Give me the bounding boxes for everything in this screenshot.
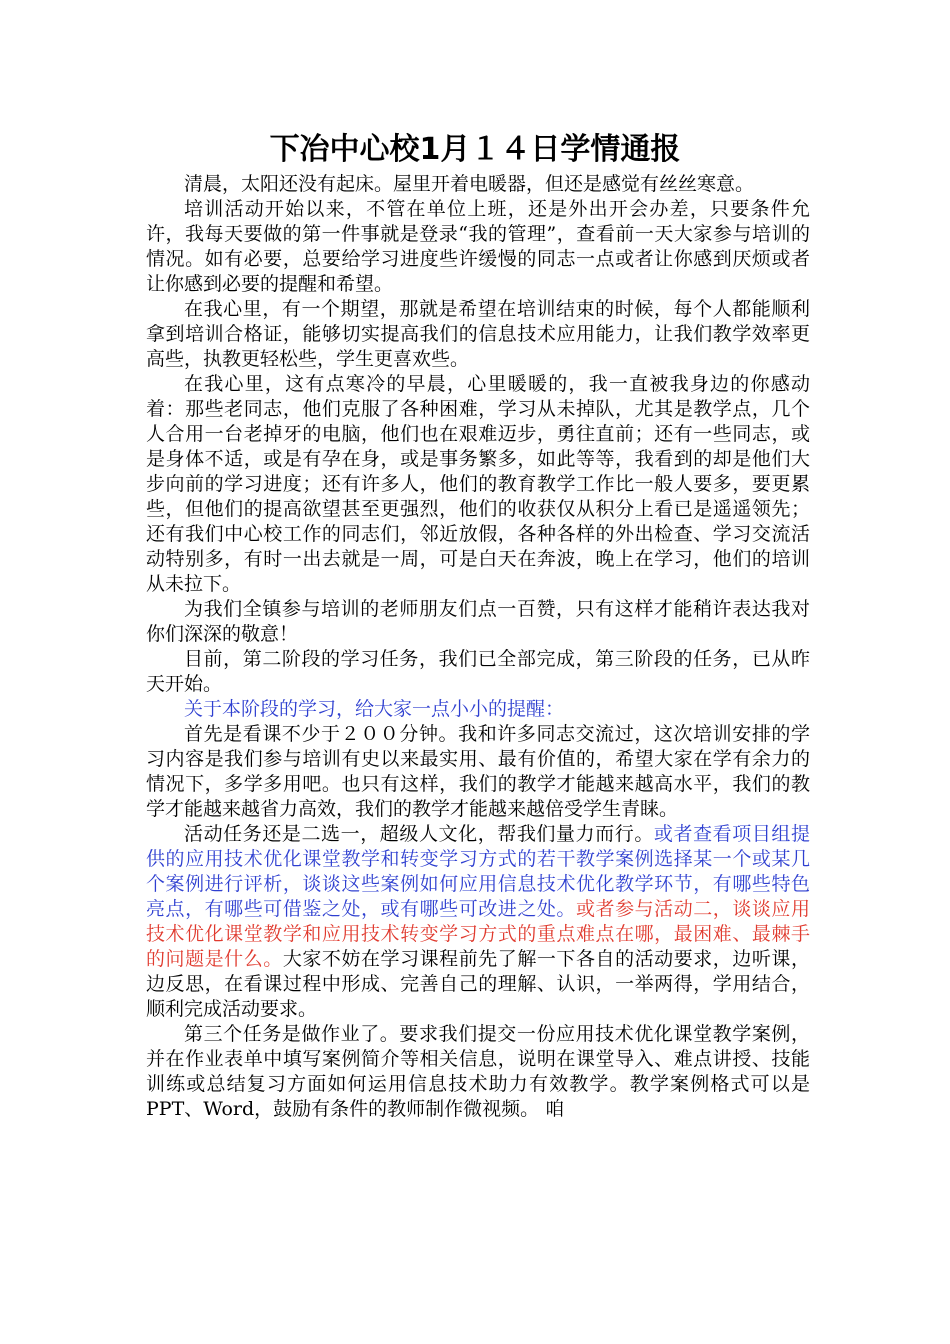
paragraph-homework: 第三个任务是做作业了。要求我们提交一份应用技术优化课堂教学案例，并在作业表单中填写案例简介等相关信息，说明在课堂导入、难点讲授、技能训练或总结复习方面如何运用信息技术助力有效教学。教学案例格式可以是PPT、Word，鼓励有条件的教师制作微视频。 咱 — [146, 1023, 810, 1120]
paragraph-activity-task — [146, 822, 810, 1022]
paragraph-progress: 目前，第二阶段的学习任务，我们已全部完成，第三阶段的任务，已从昨天开始。 — [146, 648, 810, 695]
paragraph-touched: 在我心里，这有点寒冷的早晨，心里暖暖的，我一直被我身边的你感动着：那些老同志，他们克服了各种困难，学习从未掉队，尤其是教学点，几个人合用一台老掉牙的电脑，他们也在艰难迈步，勇往直前；还有一些同志，或是身体不适，或是有孕在身，或是事务繁多，如此等等，我看到的却是他们大步向前的学习进度；还有许多人，他们的教育教学工作比一般人要多，要更累些，但他们的提高欲望甚至更强烈，他们的收获仅从积分上看已是遥遥领先；还有我们中心校工作的同志们，邻近放假，各种各样的外出检查、学习交流活动特别多，有时一出去就是一周，可是白天在奔波，晚上在学习，他们的培训从未拉下。 — [146, 373, 810, 595]
paragraph-watch-course: 首先是看课不少于２００分钟。我和许多同志交流过，这次培训安排的学习内容是我们参与培训有史以来最实用、最有价值的，希望大家在学有余力的情况下，多学多用吧。也只有这样，我们的教学才能越来越高水平，我们的教学才能越来越省力高效，我们的教学才能越来越倍受学生青睐。 — [146, 723, 810, 820]
paragraph-training-start: 培训活动开始以来，不管在单位上班，还是外出开会办差，只要条件允许，我每天要做的第一件事就是登录“我的管理”，查看前一天大家参与培训的情况。如有必要，总要给学习进度些许缓慢的同志一点或者让你感到厌烦或者让你感到必要的提醒和希望。 — [146, 198, 810, 295]
paragraph-morning: 清晨，太阳还没有起床。屋里开着电暖器，但还是感觉有丝丝寒意。 — [184, 173, 755, 195]
activity-option-two: 或者参与活动二，谈谈应用技术优化课堂教学和应用技术转变学习方式的重点难点在哪，最困难、最棘手的问题是什么。 — [146, 898, 810, 970]
document-title: 下冶中心校1月１４日学情通报 — [269, 132, 681, 167]
activity-option-one: 或者查看项目组提供的应用技术优化课堂教学和转变学习方式的若干教学案例选择某一个或某几个案例进行评析，谈谈这些案例如何应用信息技术优化教学环节，有哪些特色亮点，有哪些可借鉴之处，或有哪些可改进之处。 — [146, 823, 810, 920]
paragraph-expectation: 在我心里，有一个期望，那就是希望在培训结束的时候，每个人都能顺利拿到培训合格证，能够切实提高我们的信息技术应用能力，让我们教学效率更高些，执教更轻松些，学生更喜欢些。 — [146, 298, 810, 370]
paragraph-reminder-heading: 关于本阶段的学习，给大家一点小小的提醒： — [184, 698, 565, 720]
document-body — [146, 172, 810, 1122]
activity-advice: 大家不妨在学习课程前先了解一下各自的活动要求，边听课，边反思，在看课过程中形成、完善自己的理解、认识，一举两得，学用结合，顺利完成活动要求。 — [146, 948, 810, 1020]
paragraph-praise: 为我们全镇参与培训的老师朋友们点一百赞，只有这样才能稍许表达我对你们深深的敬意！ — [146, 598, 810, 645]
activity-intro: 活动任务还是二选一，超级人文化，帮我们量力而行。 — [184, 823, 654, 845]
